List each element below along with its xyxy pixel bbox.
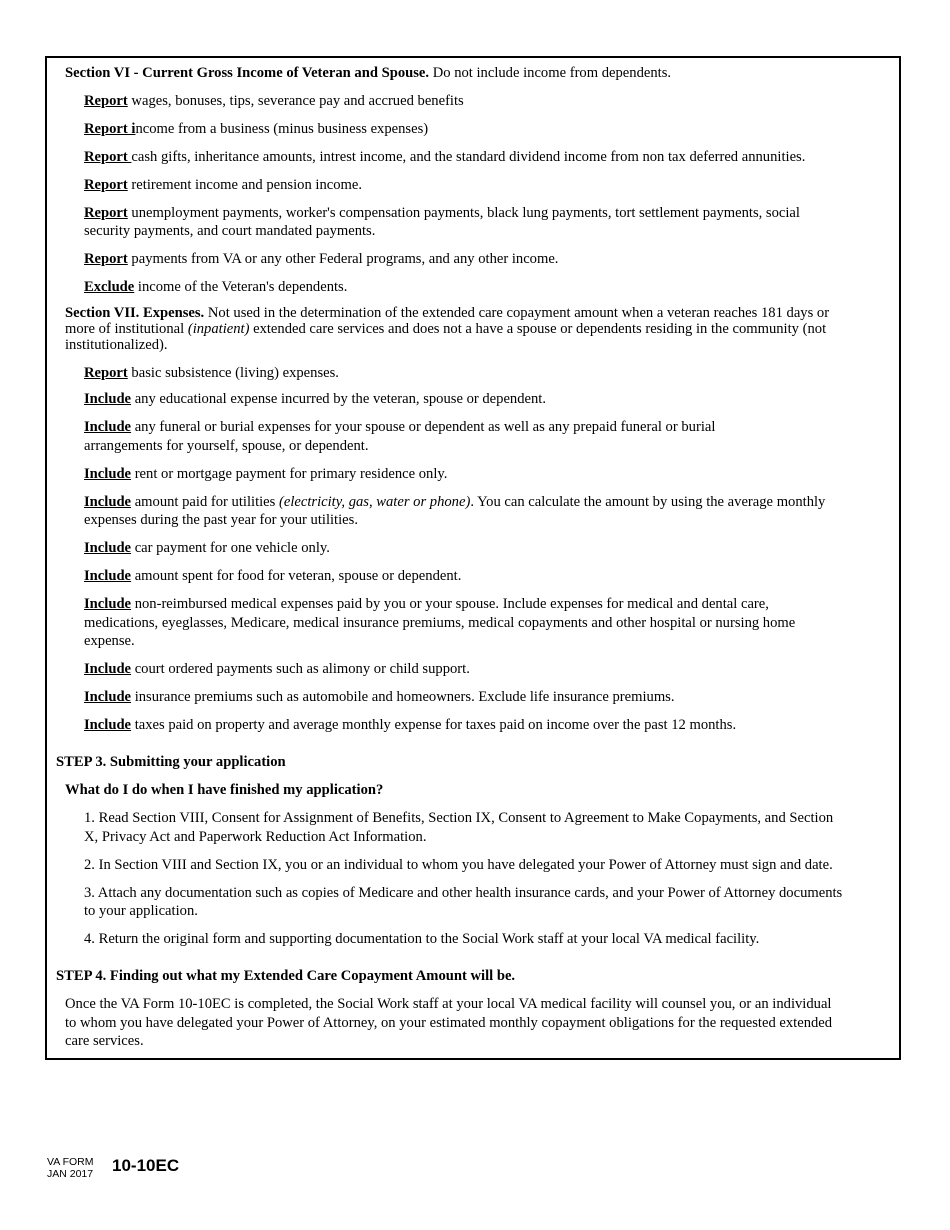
item-keyword: Include [84,717,132,733]
step3-heading [56,753,286,772]
section-vi-item [84,204,800,223]
item-keyword: Report [84,251,128,267]
item-text: retirement income and pension income. [127,177,363,193]
step4-text-line: to whom you have delegated your Power of Attorney, on your estimated monthly copayment obligations for the requested extended [65,1015,833,1031]
section-vii-item [84,595,769,614]
item-keyword: Include [84,596,132,612]
section-vii-item [84,539,330,558]
intro-text: extended care services and does not a have a spouse or dependents residing in the community (not [249,321,827,337]
item-text: any educational expense incurred by the veteran, spouse or dependent. [131,391,546,407]
section-vi-item [84,278,347,297]
section-vii-item [84,660,470,679]
section-vii-item [84,493,825,512]
step3-item-cont: X, Privacy Act and Paperwork Reduction Act Information. [84,829,427,845]
item-keyword: Report [84,149,132,165]
section-vii-intro-line3: institutionalized). [65,337,168,353]
item-text: payments from VA or any other Federal programs, and any other income. [127,251,559,267]
section-vii-item [84,465,447,484]
footer-form-date: JAN 2017 [47,1168,94,1180]
section-vi-item [84,176,362,195]
item-keyword: Include [84,419,132,435]
section-vii-item [84,688,675,707]
item-keyword: Include [84,568,132,584]
item-keyword: Include [84,689,132,705]
footer-form-number: 10-10EC [112,1156,180,1175]
item-keyword: Include [84,540,132,556]
item-keyword: Exclude [84,279,135,295]
section-vi-item [84,148,805,167]
item-text: basic subsistence (living) expenses. [127,365,339,381]
item-text: any funeral or burial expenses for your spouse or dependent as well as any prepaid funeral or burial [131,419,716,435]
section-vii-intro: Not used in the determination of the extended care copayment amount when a veteran reaches 181 days or [204,305,830,321]
item-text: income of the Veteran's dependents. [134,279,348,295]
section-vii-item [84,364,339,383]
section-vi-item [84,120,428,139]
item-keyword: Report i [84,121,136,137]
section-vii-item [84,390,546,409]
item-text: cash gifts, inheritance amounts, intrest income, and the standard dividend income from non tax deferred annunities. [131,149,806,165]
item-text: taxes paid on property and average monthly expense for taxes paid on income over the past 12 months. [131,717,737,733]
section-vi-item-cont: security payments, and court mandated payments. [84,223,376,239]
item-keyword: Report [84,365,128,381]
item-keyword: Report [84,177,128,193]
step3-heading-text: STEP 3. Submitting your application [56,754,286,770]
intro-text: more of institutional [65,321,188,337]
section-vii-item-cont: arrangements for yourself, spouse, or dependent. [84,438,369,454]
section-vii-item-cont: expenses during the past year for your utilities. [84,512,358,528]
step3-item: 1. Read Section VIII, Consent for Assignment of Benefits, Section IX, Consent to Agreement to Make Copayments, and Section [84,810,834,826]
section-vii-heading: Section VII. Expenses. [65,305,205,321]
intro-italic: (inpatient) [187,321,250,337]
item-keyword: Include [84,494,132,510]
section-vii-intro-line2 [65,320,826,339]
item-text: amount spent for food for veteran, spouse or dependent. [131,568,462,584]
item-text: court ordered payments such as alimony or child support. [131,661,470,677]
item-text: amount paid for utilities [131,494,279,510]
item-text: rent or mortgage payment for primary residence only. [131,466,448,482]
step3-item: 3. Attach any documentation such as copies of Medicare and other health insurance cards, and your Power of Attorney documents [84,885,843,901]
step4-text-line: Once the VA Form 10-10EC is completed, the Social Work staff at your local VA medical facility will counsel you, or an individual [65,996,832,1012]
step3-item: 4. Return the original form and supporting documentation to the Social Work staff at your local VA medical facility. [84,931,760,947]
section-vii-item [84,716,736,735]
section-vii-item [84,418,715,437]
item-text: insurance premiums such as automobile and homeowners. Exclude life insurance premiums. [131,689,675,705]
item-italic: (electricity, gas, water or phone) [279,494,471,510]
item-text: non-reimbursed medical expenses paid by you or your spouse. Include expenses for medical and dental care, [131,596,769,612]
item-keyword: Report [84,205,128,221]
section-vi-item [84,92,464,111]
section-vii-item-cont: expense. [84,633,135,649]
section-vi-heading: Section VI - Current Gross Income of Veteran and Spouse. [65,65,430,81]
item-text: unemployment payments, worker's compensation payments, black lung payments, tort settlement payments, social [127,205,800,221]
step3-question [65,781,383,800]
section-vi-note: Do not include income from dependents. [432,65,672,81]
item-text: wages, bonuses, tips, severance pay and accrued benefits [127,93,464,109]
footer-form-label: VA FORM [47,1156,94,1168]
item-text: ncome from a business (minus business expenses) [135,121,429,137]
item-keyword: Report [84,93,128,109]
item-text: . You can calculate the amount by using the average monthly [470,494,826,510]
step3-item: 2. In Section VIII and Section IX, you or an individual to whom you have delegated your Power of Attorney must sign and date. [84,857,833,873]
section-vii-item [84,567,461,586]
section-vi-item [84,250,558,269]
item-keyword: Include [84,391,132,407]
section-vi-heading-line [65,64,671,83]
item-text: car payment for one vehicle only. [131,540,330,556]
step3-question-text: What do I do when I have finished my application? [65,782,384,798]
step3-item-cont: to your application. [84,903,198,919]
step4-heading [56,967,515,986]
item-keyword: Include [84,466,132,482]
step4-text-line: care services. [65,1033,144,1049]
section-vii-item-cont: medications, eyeglasses, Medicare, medical insurance premiums, medical copayments and other hospital or nursing home [84,615,796,631]
step4-heading-text: STEP 4. Finding out what my Extended Care Copayment Amount will be. [56,968,516,984]
item-keyword: Include [84,661,132,677]
